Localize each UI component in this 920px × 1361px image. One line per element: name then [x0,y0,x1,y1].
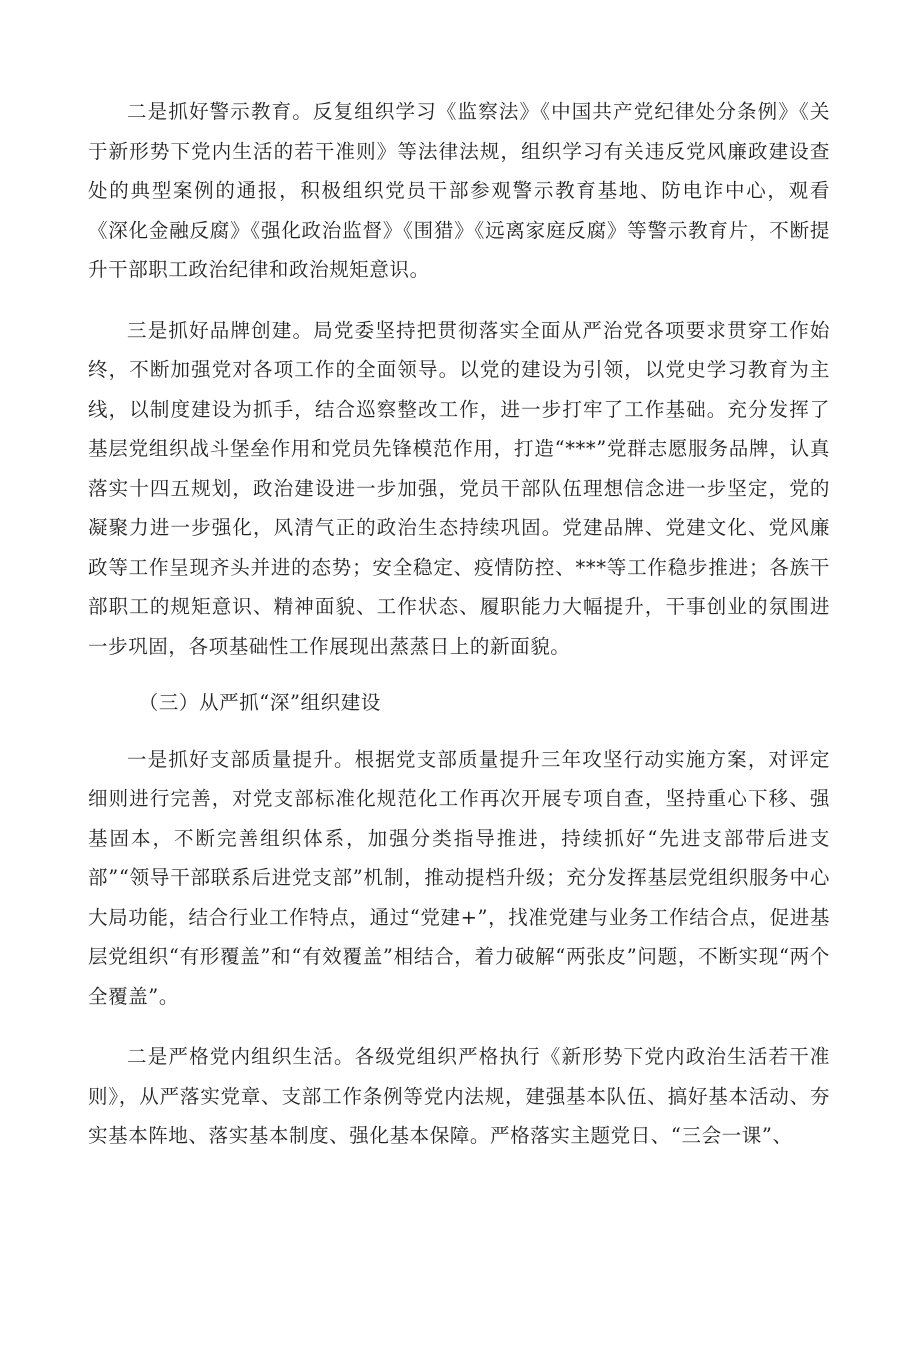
paragraph-warning-education: 二是抓好警示教育。反复组织学习《监察法》《中国共产党纪律处分条例》《关于新形势下党内生活的若干准则》等法律法规，组织学习有关违反党风廉政建设查处的典型案例的通报，积极组织党员干部参观警示教育基地、防电诈中心，观看《深化金融反腐》《强化政治监督》《围猎》《远离家庭反腐》等警示教育片，不断提升干部职工政治纪律和政治规矩意识。 [88,100,830,281]
paragraph-brand-building: 三是抓好品牌创建。局党委坚持把贯彻落实全面从严治党各项要求贯穿工作始终，不断加强党对各项工作的全面领导。以党的建设为引领，以党史学习教育为主线，以制度建设为抓手，结合巡察整改工作，进一步打牢了工作基础。充分发挥了基层党组织战斗堡垒作用和党员先锋模范作用，打造“***”党群志愿服务品牌，认真落实十四五规划，政治建设进一步加强，党员干部队伍理想信念进一步坚定，党的凝聚力进一步强化，风清气正的政治生态持续巩固。党建品牌、党建文化、党风廉政等工作呈现齐头并进的态势；安全稳定、疫情防控、***等工作稳步推进；各族干部职工的规矩意识、精神面貌、工作状态、履职能力大幅提升，干事创业的氛围进一步巩固，各项基础性工作展现出蒸蒸日上的新面貌。 [88,318,830,658]
paragraph-party-life: 二是严格党内组织生活。各级党组织严格执行《新形势下党内政治生活若干准则》，从严落实党章、支部工作条例等党内法规，建强基本队伍、搞好基本活动、夯实基本阵地、落实基本制度、强化基本保障。严格落实主题党日、“三会一课”、 [88,1045,830,1147]
paragraph-branch-quality: 一是抓好支部质量提升。根据党支部质量提升三年攻坚行动实施方案，对评定细则进行完善，对党支部标准化规范化工作再次开展专项自查，坚持重心下移、强基固本，不断完善组织体系，加强分类指导推进，持续抓好“先进支部带后进支部”“领导干部联系后进党支部”机制，推动提档升级；充分发挥基层党组织服务中心大局功能，结合行业工作特点，通过“党建+”，找准党建与业务工作结合点，促进基层党组织“有形覆盖”和“有效覆盖”相结合，着力破解“两张皮”问题，不断实现“两个全覆盖”。 [88,747,830,1008]
document-body [88,92,830,1156]
section-heading-organization-building: （三）从严抓“深”组织建设 [138,691,381,714]
